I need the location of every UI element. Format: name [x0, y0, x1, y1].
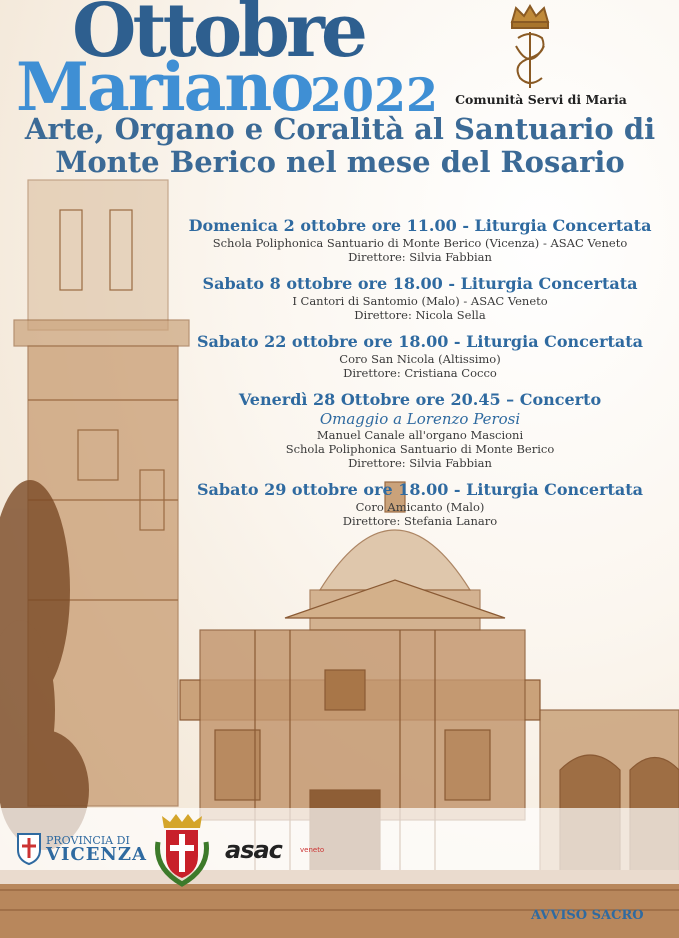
provincia-line-1: PROVINCIA DI [46, 834, 130, 847]
servi-di-maria-crowned-monogram-icon [498, 2, 562, 92]
event-heading: Venerdì 28 Ottobre ore 20.45 – Concerto [238, 390, 602, 409]
event-item [170, 480, 670, 528]
title-mariano: Mariano [16, 48, 313, 126]
event-heading: Domenica 2 ottobre ore 11.00 - Liturgia Concertata [188, 216, 652, 235]
comune-vicenza-coat-of-arms-icon [152, 812, 212, 888]
event-detail: Schola Poliphonica Santuario di Monte Berico [285, 442, 555, 456]
event-item [170, 390, 670, 470]
title-ottobre: Ottobre [72, 0, 364, 74]
event-detail: Schola Poliphonica Santuario di Monte Berico (Vicenza) - ASAC Veneto [212, 236, 628, 250]
event-heading: Sabato 29 ottobre ore 18.00 - Liturgia Concertata [196, 480, 644, 499]
organizer-label: Comunità Servi di Maria [455, 92, 627, 107]
event-heading: Sabato 22 ottobre ore 18.00 - Liturgia Concertata [196, 332, 644, 351]
event-item [170, 332, 670, 380]
event-item [170, 216, 670, 264]
subtitle-line-2: Monte Berico nel mese del Rosario [55, 145, 625, 179]
event-detail: Coro San Nicola (Altissimo) [339, 352, 501, 366]
avviso-sacro-label: AVVISO SACRO [531, 908, 644, 923]
event-heading: Sabato 8 ottobre ore 18.00 - Liturgia Concertata [202, 274, 638, 293]
event-director: Direttore: Silvia Fabbian [348, 250, 492, 264]
event-director: Direttore: Nicola Sella [354, 308, 486, 322]
provincia-line-2: VICENZA [46, 844, 147, 865]
provincia-vicenza-shield-icon [16, 830, 42, 866]
event-detail: Manuel Canale all'organo Mascioni [316, 428, 524, 442]
event-detail: Coro Amicanto (Malo) [355, 500, 485, 514]
event-director: Direttore: Stefania Lanaro [342, 514, 498, 528]
event-director: Direttore: Silvia Fabbian [348, 456, 492, 470]
event-concert-title: Omaggio a Lorenzo Perosi [319, 410, 521, 428]
asac-subtitle: veneto [300, 846, 325, 854]
provincia-label [46, 834, 147, 864]
event-list [170, 216, 670, 538]
asac-logo: asac [225, 836, 282, 864]
event-director: Direttore: Cristiana Cocco [343, 366, 497, 380]
event-detail: I Cantori di Santomio (Malo) - ASAC Veneto [292, 294, 548, 308]
subtitle-line-1: Arte, Organo e Coralità al Santuario di [24, 112, 656, 146]
subtitle [20, 113, 660, 179]
title-year: 2022 [310, 68, 439, 122]
event-item [170, 274, 670, 322]
